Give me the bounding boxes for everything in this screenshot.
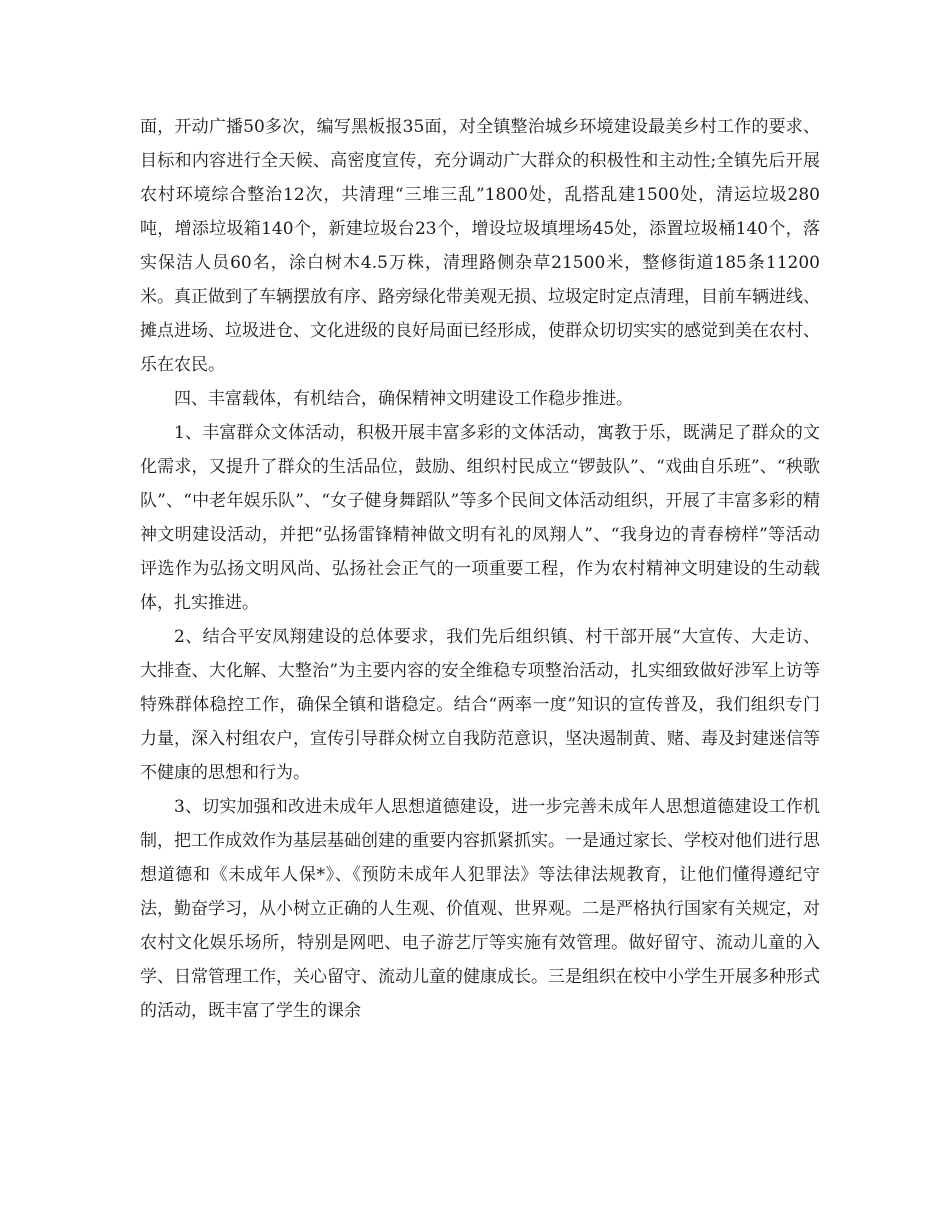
paragraph-item-2: 2、结合平安凤翔建设的总体要求，我们先后组织镇、村干部开展“大宣传、大走访、大排查、大化解、大整治”为主要内容的安全维稳专项整治活动，扎实细致做好涉军上访等特殊群体稳控工作，确保全镇和谐稳定。结合“两率一度”知识的宣传普及，我们组织专门力量，深入村组农户，宣传引导群众树立自我防范意识，坚决遏制黄、赌、毒及封建迷信等不健康的思想和行为。 — [140, 627, 820, 783]
paragraph-item-1: 1、丰富群众文体活动，积极开展丰富多彩的文体活动，寓教于乐，既满足了群众的文化需求，又提升了群众的生活品位，鼓励、组织村民成立“锣鼓队”、“戏曲自乐班”、“秧歌队”、“中老年娱乐队”、“女子健身舞蹈队”等多个民间文体活动组织，开展了丰富多彩的精神文明建设活动，并把“弘扬雷锋精神做文明有礼的凤翔人”、“我身边的青春榜样”等活动评选作为弘扬文明风尚、弘扬社会正气的一项重要工程，作为农村精神文明建设的生动载体，扎实推进。 — [140, 423, 820, 613]
paragraph-item-3: 3、切实加强和改进未成年人思想道德建设，进一步完善未成年人思想道德建设工作机制，把工作成效作为基层基础创建的重要内容抓紧抓实。一是通过家长、学校对他们进行思想道德和《未成年人保*》、《预防未成年人犯罪法》等法律法规教育，让他们懂得遵纪守法，勤奋学习，从小树立正确的人生观、价值观、世界观。二是严格执行国家有关规定，对农村文化娱乐场所，特别是网吧、电子游艺厅等实施有效管理。做好留守、流动儿童的入学、日常管理工作，关心留守、流动儿童的健康成长。三是组织在校中小学生开展多种形式的活动，既丰富了学生的课余 — [140, 797, 820, 1021]
paragraph-continued: 面，开动广播50多次，编写黑板报35面，对全镇整治城乡环境建设最美乡村工作的要求、目标和内容进行全天候、高密度宣传，充分调动广大群众的积极性和主动性;全镇先后开展农村环境综合整治12次，共清理“三堆三乱”1800处，乱搭乱建1500处，清运垃圾280吨，增添垃圾箱140个，新建垃圾台23个，增设垃圾填埋场45处，添置垃圾桶140个，落实保洁人员60名，涂白树木4.5万株，清理路侧杂草21500米，整修街道185条11200米。真正做到了车辆摆放有序、路旁绿化带美观无损、垃圾定时定点清理，目前车辆进线、摊点进场、垃圾进仓、文化进级的良好局面已经形成，使群众切切实实的感觉到美在农村、乐在农民。 — [140, 117, 820, 375]
paragraph-section-heading: 四、丰富载体，有机结合，确保精神文明建设工作稳步推进。 — [174, 389, 633, 409]
document-body — [140, 110, 820, 1028]
